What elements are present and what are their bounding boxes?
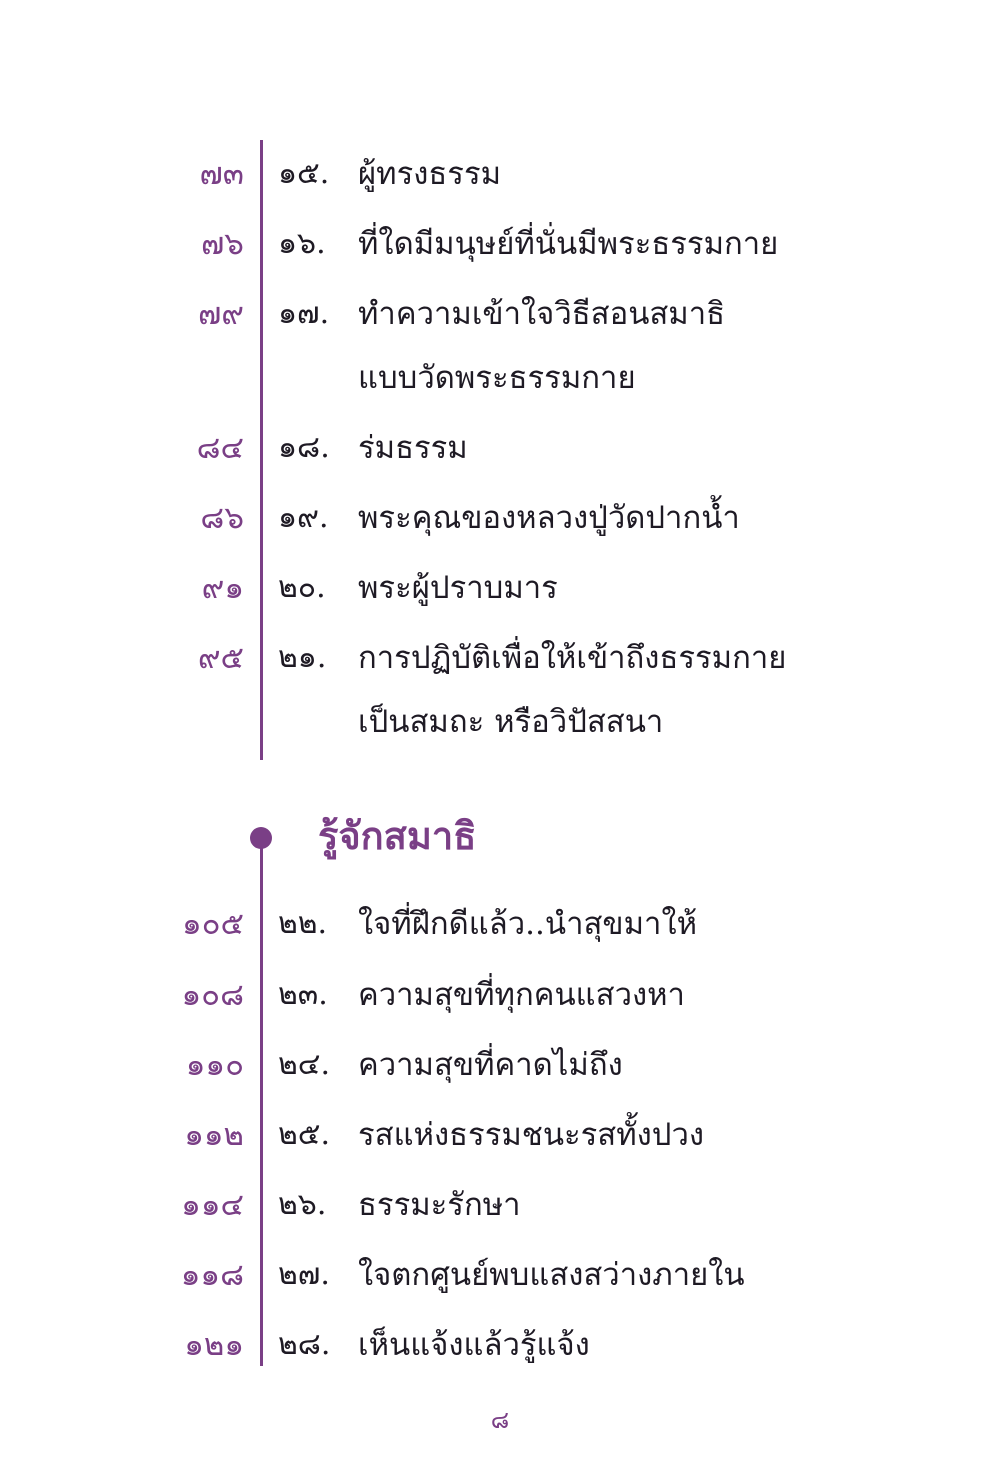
toc-entry[interactable] [0,1245,1000,1305]
section-bullet-icon [250,827,272,849]
section-heading: รู้จักสมาธิ [318,813,477,858]
toc-page-number: ๗๓ [199,156,244,192]
toc-chapter-number: ๒๒. [278,906,328,941]
toc-chapter-title: ร่มธรรม [358,430,468,466]
toc-chapter-title: ความสุขที่ทุกคนแสวงหา [358,977,685,1013]
toc-chapter-number: ๑๙. [278,500,329,535]
toc-entry[interactable] [0,558,1000,618]
toc-entry[interactable] [0,144,1000,204]
toc-chapter-number: ๑๗. [278,296,330,331]
toc-chapter-title: ใจที่ฝึกดีแล้ว..นำสุขมาให้ [358,906,698,942]
toc-page-number: ๑๐๘ [181,977,244,1013]
toc-chapter-title: ทำความเข้าใจวิธีสอนสมาธิ [358,296,726,332]
toc-entry[interactable] [0,1105,1000,1165]
toc-chapter-number: ๒๘. [278,1327,331,1362]
toc-page-number: ๑๑๒ [184,1117,244,1153]
toc-chapter-number: ๒๓. [278,977,328,1012]
toc-chapter-number: ๒๗. [278,1257,330,1292]
toc-page-number: ๑๒๑ [184,1327,244,1363]
toc-chapter-title-line2: เป็นสมถะ หรือวิปัสสนา [358,704,664,740]
toc-page-number: ๑๑๘ [180,1257,244,1293]
toc-chapter-number: ๑๕. [278,156,330,191]
toc-page-number: ๗๙ [197,296,244,332]
toc-page-number: ๑๑๐ [185,1047,244,1083]
toc-entry[interactable] [0,284,1000,344]
toc-entry[interactable] [0,628,1000,688]
toc-chapter-title: การปฏิบัติเพื่อให้เข้าถึงธรรมกาย [358,640,787,676]
toc-chapter-title: ความสุขที่คาดไม่ถึง [358,1047,623,1083]
toc-entry-continuation [0,348,1000,408]
toc-entry[interactable] [0,965,1000,1025]
toc-page-number: ๗๖ [201,226,244,262]
toc-chapter-number: ๒๖. [278,1187,327,1222]
toc-entry[interactable] [0,1315,1000,1375]
toc-entry-continuation [0,692,1000,752]
toc-chapter-title: ใจตกศูนย์พบแสงสว่างภายใน [358,1257,745,1293]
toc-entry[interactable] [0,418,1000,478]
toc-chapter-number: ๒๑. [278,640,327,675]
page-number-footer: ๘ [490,1406,510,1434]
toc-chapter-number: ๒๕. [278,1117,331,1152]
toc-chapter-number: ๒๐. [278,570,326,605]
toc-entry[interactable] [0,1175,1000,1235]
toc-chapter-title: เห็นแจ้งแล้วรู้แจ้ง [358,1327,590,1363]
toc-entry[interactable] [0,894,1000,954]
toc-chapter-title: ที่ใดมีมนุษย์ที่นั่นมีพระธรรมกาย [358,226,779,262]
toc-page-number: ๙๕ [197,640,244,676]
toc-page-number: ๑๐๕ [181,906,244,942]
toc-entry[interactable] [0,1035,1000,1095]
toc-page-number: ๙๑ [201,570,244,606]
toc-chapter-title: รสแห่งธรรมชนะรสทั้งปวง [358,1117,705,1153]
toc-chapter-number: ๑๖. [278,226,326,261]
toc-entry[interactable] [0,214,1000,274]
toc-chapter-title: พระคุณของหลวงปู่วัดปากน้ำ [358,500,740,536]
toc-page-number: ๘๖ [200,500,244,536]
toc-chapter-title: ธรรมะรักษา [358,1187,521,1223]
toc-chapter-number: ๒๔. [278,1047,331,1082]
toc-page-number: ๘๔ [196,430,244,466]
toc-chapter-title: ผู้ทรงธรรม [358,156,502,192]
toc-chapter-title-line2: แบบวัดพระธรรมกาย [358,360,636,396]
toc-page-number: ๑๑๔ [181,1187,244,1223]
toc-entry[interactable] [0,488,1000,548]
toc-chapter-title: พระผู้ปราบมาร [358,570,558,606]
toc-chapter-number: ๑๘. [278,430,330,465]
